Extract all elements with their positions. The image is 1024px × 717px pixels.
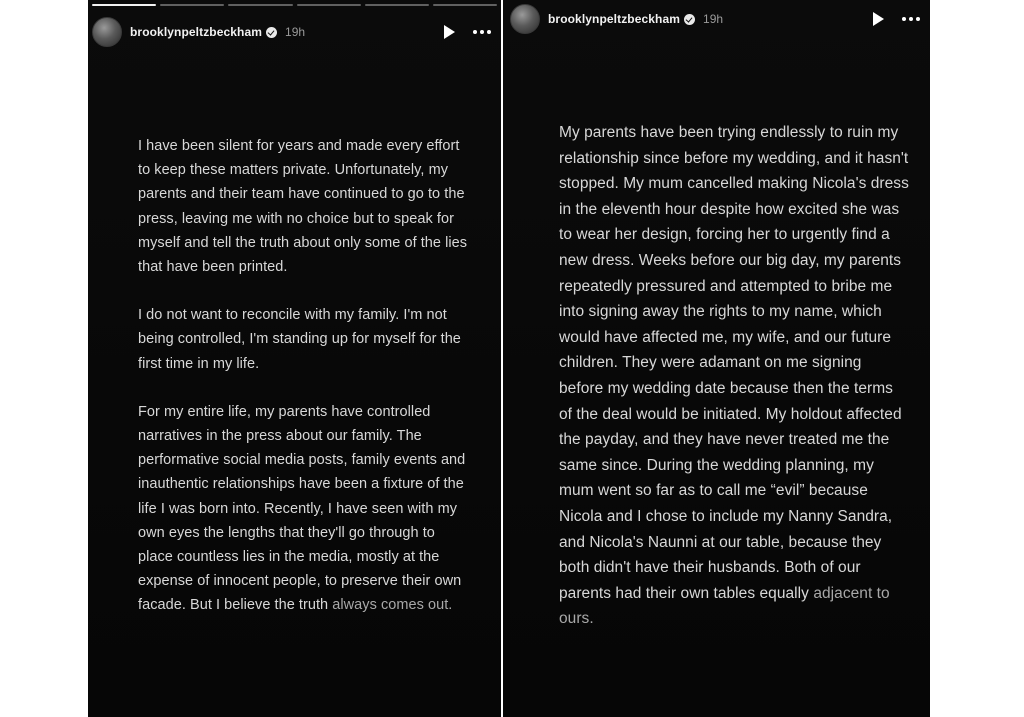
verified-badge-icon	[684, 14, 695, 25]
more-options-icon[interactable]	[902, 17, 920, 21]
story-right[interactable]	[503, 0, 930, 717]
play-icon[interactable]	[873, 12, 884, 26]
progress-segment	[92, 4, 156, 6]
story-text	[559, 120, 909, 632]
story-header	[503, 1, 930, 37]
paragraph-last-line: always comes out.	[332, 597, 453, 614]
progress-segment	[228, 4, 292, 6]
story-controls	[873, 12, 920, 26]
story-left[interactable]	[88, 0, 501, 717]
paragraph: I do not want to reconcile with my family. I'm not being controlled, I'm standing up for myself for the first time in my life.	[138, 307, 461, 372]
paragraph	[559, 120, 909, 632]
progress-segment	[365, 4, 429, 6]
paragraph-text: For my entire life, my parents have controlled narratives in the press about our family. The performative social media posts, family events and inauthentic relationships have been a fixture of the life I was born into. Recently, I have seen with my own eyes the lengths that they'll go through to place countless lies in the media, mostly at the expense of innocent people, to preserve their own facade. But I believe the truth	[138, 403, 466, 614]
paragraph: I have been silent for years and made every effort to keep these matters private. Unfortunately, my parents and their team have continued to go to the press, leaving me with no choice but to speak for myself and tell the truth about only some of the lies that have been printed.	[138, 138, 468, 276]
username[interactable]: brooklynpeltzbeckham	[548, 12, 681, 26]
story-text	[138, 134, 468, 618]
progress-segment	[297, 4, 361, 6]
progress-segment	[433, 4, 497, 6]
paragraph-last-line: adjacent to ours.	[559, 584, 890, 628]
progress-segment	[160, 4, 224, 6]
story-header	[88, 14, 501, 50]
more-options-icon[interactable]	[473, 30, 491, 34]
story-progress-bar	[92, 4, 497, 6]
paragraph-text: My parents have been trying endlessly to ruin my relationship since before my wedding, and it hasn't stopped. My mum cancelled making Nicola's dress in the eleventh hour despite how excited she was to wear her design, forcing her to urgently find a new dress. Weeks before our big day, my parents repeatedly pressured and attempted to bribe me into signing away the rights to my name, which would have affected me, my wife, and our future children. They were adamant on me signing before my wedding date because then the terms of the deal would be initiated. My holdout affected the payday, and they have never treated me the same since. During the wedding planning, my mum went so far as to call me “evil” because Nicola and I chose to include my Nanny Sandra, and Nicola's Naunni at our table, because they both didn't have their husbands. Both of our parents had their own tables equally	[559, 124, 909, 602]
verified-badge-icon	[266, 27, 277, 38]
post-time: 19h	[285, 25, 306, 39]
avatar[interactable]	[510, 4, 540, 34]
username[interactable]: brooklynpeltzbeckham	[130, 25, 263, 39]
story-controls	[444, 25, 491, 39]
post-time: 19h	[703, 12, 724, 26]
paragraph	[138, 400, 468, 618]
avatar[interactable]	[92, 17, 122, 47]
play-icon[interactable]	[444, 25, 455, 39]
